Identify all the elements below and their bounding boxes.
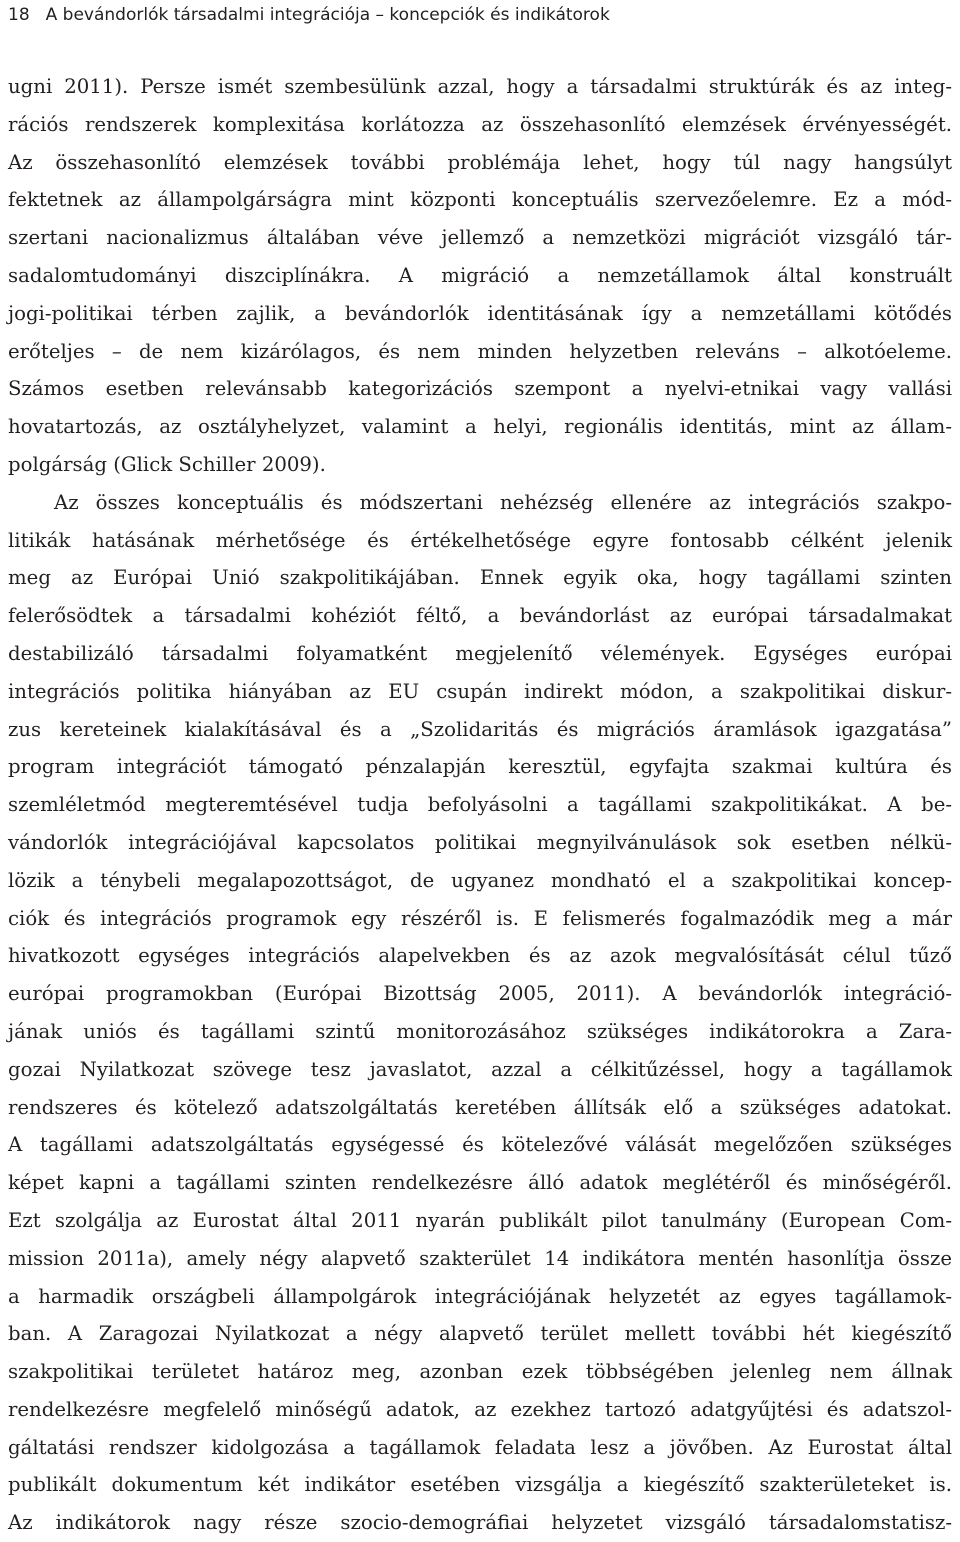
running-header	[8, 4, 952, 26]
text-line: integrációs politika hiányában az EU csupán indirekt módon, a szakpolitikai diskur-	[8, 679, 952, 703]
text-line: Az indikátorok nagy része szocio-demográfiai helyzetet vizsgáló társadalomstatisz-	[8, 1511, 952, 1535]
text-line: gáltatási rendszer kidolgozása a tagállamok feladata lesz a jövőben. Az Eurostat által	[8, 1435, 952, 1459]
page-number: 18	[8, 5, 30, 25]
body-text	[8, 68, 952, 1542]
text-line: litikák hatásának mérhetősége és értékelhetősége egyre fontosabb célként jelenik	[8, 528, 952, 552]
text-line: jának uniós és tagállami szintű monitorozásához szükséges indikátorokra a Zara-	[8, 1019, 952, 1043]
text-line: fektetnek az állampolgárságra mint központi konceptuális szervezőelemre. Ez a mód-	[8, 188, 952, 212]
text-line: jogi-politikai térben zajlik, a bevándorlók identitásának így a nemzetállami kötődés	[8, 301, 952, 325]
text-line: program integrációt támogató pénzalapján keresztül, egyfajta szakmai kultúra és	[8, 755, 952, 779]
text-line: vándorlók integrációjával kapcsolatos politikai megnyilvánulások sok esetben nélkü-	[8, 830, 952, 854]
text-line: destabilizáló társadalmi folyamatként megjelenítő vélemények. Egységes európai	[8, 641, 952, 665]
text-line: európai programokban (Európai Bizottság 2005, 2011). A bevándorlók integráció-	[8, 982, 952, 1006]
text-line: szertani nacionalizmus általában véve jellemző a nemzetközi migrációt vizsgáló tár-	[8, 226, 952, 250]
text-line: hovatartozás, az osztályhelyzet, valamint a helyi, regionális identitás, mint az állam-	[8, 415, 952, 439]
text-line: meg az Európai Unió szakpolitikájában. Ennek egyik oka, hogy tagállami szinten	[8, 566, 952, 590]
text-line: szakpolitikai területet határoz meg, azonban ezek többségében jelenleg nem állnak	[8, 1360, 952, 1384]
text-line: Ezt szolgálja az Eurostat által 2011 nyarán publikált pilot tanulmány (European Com-	[8, 1208, 952, 1232]
text-line: rendszeres és kötelező adatszolgáltatás keretében állítsák elő a szükséges adatokat.	[8, 1095, 952, 1119]
paragraph-last-line: polgárság (Glick Schiller 2009).	[8, 452, 326, 476]
text-line: A tagállami adatszolgáltatás egységessé és kötelezővé válását megelőzően szükséges	[8, 1133, 952, 1157]
text-line: mission 2011a), amely négy alapvető szakterület 14 indikátora mentén hasonlítja össze	[8, 1246, 952, 1270]
text-line: erőteljes – de nem kizárólagos, és nem minden helyzetben releváns – alkotóeleme.	[8, 339, 952, 363]
text-line: Az összehasonlító elemzések további problémája lehet, hogy túl nagy hangsúlyt	[8, 150, 952, 174]
running-title: A bevándorlók társadalmi integrációja – koncepciók és indikátorok	[45, 5, 610, 25]
text-line: sadalomtudományi diszciplínákra. A migráció a nemzetállamok által konstruált	[8, 263, 952, 287]
text-line: ugni 2011). Persze ismét szembesülünk azzal, hogy a társadalmi struktúrák és az integ-	[8, 75, 952, 98]
text-line: a harmadik országbeli állampolgárok integrációjának helyzetét az egyes tagállamok-	[8, 1284, 952, 1308]
text-line: zus kereteinek kialakításával és a „Szolidaritás és migrációs áramlások igazgatása”	[8, 717, 952, 741]
text-line: ciók és integrációs programok egy részéről is. E felismerés fogalmazódik meg a már	[8, 906, 952, 930]
text-line: rációs rendszerek komplexitása korlátozza az összehasonlító elemzések érvényességét.	[8, 112, 952, 136]
paragraph-first-line: Az összes konceptuális és módszertani nehézség ellenére az integrációs szakpo-	[54, 490, 952, 514]
text-line: szemléletmód megteremtésével tudja befolyásolni a tagállami szakpolitikákat. A be-	[8, 793, 952, 817]
text-line: felerősödtek a társadalmi kohéziót féltő, a bevándorlást az európai társadalmakat	[8, 604, 952, 628]
text-line: képet kapni a tagállami szinten rendelkezésre álló adatok meglétéről és minőségéről.	[8, 1171, 952, 1195]
text-line: gozai Nyilatkozat szövege tesz javaslatot, azzal a célkitűzéssel, hogy a tagállamok	[8, 1057, 952, 1081]
text-line: ban. A Zaragozai Nyilatkozat a négy alapvető terület mellett további hét kiegészítő	[8, 1322, 952, 1346]
text-line: Számos esetben relevánsabb kategorizációs szempont a nyelvi-etnikai vagy vallási	[8, 377, 952, 401]
text-line: publikált dokumentum két indikátor esetében vizsgálja a kiegészítő szakterületeket is.	[8, 1473, 952, 1497]
text-line: hivatkozott egységes integrációs alapelvekben és az azok megvalósítását célul tűző	[8, 944, 952, 968]
text-line: rendelkezésre megfelelő minőségű adatok, az ezekhez tartozó adatgyűjtési és adatszol-	[8, 1397, 952, 1421]
text-line: lözik a ténybeli megalapozottságot, de ugyanez mondható el a szakpolitikai koncep-	[8, 868, 952, 892]
